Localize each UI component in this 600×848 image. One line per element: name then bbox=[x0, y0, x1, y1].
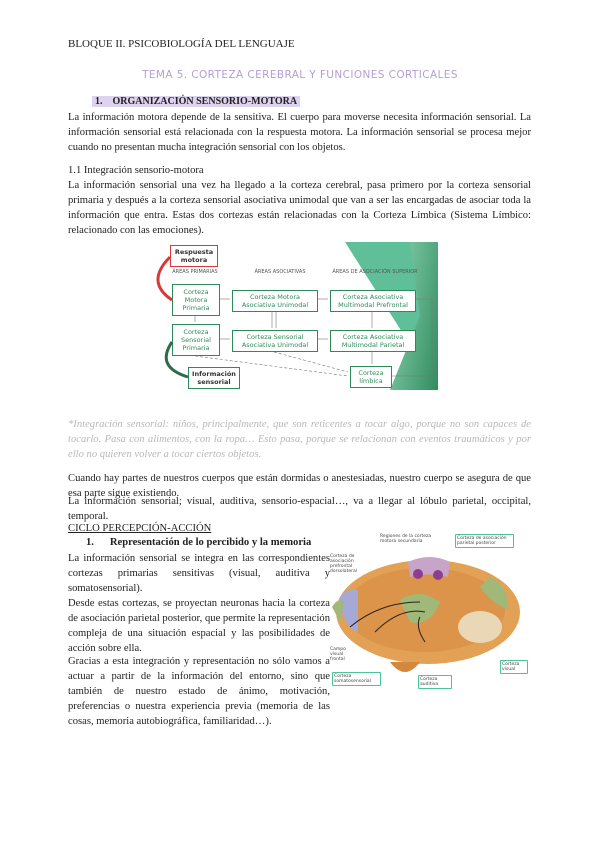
subheading-title: Representación de lo percibido y la memoria bbox=[109, 537, 312, 548]
page-header: BLOQUE II. PSICOBIOLOGÍA DEL LENGUAJE bbox=[68, 38, 295, 50]
section-number: 1. bbox=[95, 96, 103, 107]
column-heading: ÁREAS PRIMARIAS bbox=[172, 269, 218, 275]
ciclo-subheading bbox=[86, 537, 311, 548]
paragraph: La información sensorial una vez ha llegado a la corteza cerebral, pasa primero por la corteza sensorial primaria y después a la corteza sensorial asociativa unimodal que van a ser las encargadas de asociar toda la información que entra. Estas dos cortezas están relacionadas con la Corteza Límbica (Sistema Límbico: relacionado con las emociones). bbox=[68, 180, 531, 236]
paragraph: Cuando hay partes de nuestros cuerpos que están dormidas o anestesiadas, nuestro cuerpo se asegura de que esa parte sigue existiendo. bbox=[68, 473, 531, 499]
column-heading: ÁREAS DE ASOCIACIÓN SUPERIOR bbox=[332, 269, 418, 275]
column-heading: ÁREAS ASOCIATIVAS bbox=[254, 269, 306, 275]
brain-label: Campo visual frontal bbox=[330, 647, 346, 662]
brain-label: Corteza somatosensorial bbox=[332, 672, 381, 686]
brain-label: Corteza de asociación prefrontal dorsolateral bbox=[330, 554, 357, 574]
box-prefrontal: Corteza Asociativa Multimodal Prefrontal bbox=[330, 290, 416, 312]
diagram-arrows bbox=[150, 242, 438, 390]
paragraph: Gracias a esta integración y representación no sólo vamos a actuar a partir de la información del entorno, sino que también de nuestro estado de ánimo, motivación, preferencias o nuestra experiencia previa (memoria de las cosas, memoria autobiográfica, familiaridad…). bbox=[68, 656, 330, 727]
box-sensorial-asociativa: Corteza Sensorial Asociativa Unimodal bbox=[232, 330, 318, 352]
page-title: TEMA 5. CORTEZA CEREBRAL Y FUNCIONES CORTICALES bbox=[142, 69, 458, 81]
subsection-heading: 1.1 Integración sensorio-motora bbox=[68, 165, 204, 176]
brain-figure bbox=[330, 532, 530, 687]
paragraph: La información sensorial; visual, auditiva, sensorio-espacial…, va a llegar al lóbulo parietal, occipital, temporal. bbox=[68, 496, 531, 522]
box-respuesta-motora: Respuesta motora bbox=[170, 245, 218, 267]
brain-label: Corteza auditiva bbox=[418, 675, 452, 689]
box-informacion-sensorial: Información sensorial bbox=[188, 367, 240, 389]
ciclo-heading: CICLO PERCEPCIÓN-ACCIÓN bbox=[68, 523, 212, 534]
box-parietal: Corteza Asociativa Multimodal Parietal bbox=[330, 330, 416, 352]
paragraph: La información motora depende de la sensitiva. El cuerpo para moverse necesita información sensorial. La información sensorial está relacionada con la respuesta motora. La información sensorial se procesa mejor cuando no presentan mucha integración sensorial con los objetos. bbox=[68, 112, 531, 153]
section-heading bbox=[92, 96, 300, 107]
paragraph: Desde estas cortezas, se proyectan neuronas hacia la corteza de asociación parietal posterior, que permite la representación compleja de una situación espacial y las posibilidades de acción sobre ella. bbox=[68, 598, 330, 654]
note-paragraph: *Integración sensorial: niños, principalmente, que son reticentes a tocar algo, porque no son capaces de tocarlo. Pasa con alimentos, con la ropa… Esto pasa, porque se relacionan con eventos traumáticos y por ello no quieren volver a tocar ciertos objetos. bbox=[68, 419, 531, 460]
sensorimotor-diagram bbox=[150, 242, 438, 390]
box-motora-primaria: Corteza Motora Primaria bbox=[172, 284, 220, 316]
paragraph: La información sensorial se integra en las correspondientes cortezas primarias sensitivas (visual, auditiva y somatosensorial). bbox=[68, 553, 330, 594]
section-title: ORGANIZACIÓN SENSORIO-MOTORA bbox=[112, 96, 298, 107]
brain-label: Regiones de la corteza motora secundaria bbox=[380, 534, 432, 544]
brain-label: Corteza visual bbox=[500, 660, 528, 674]
box-motora-asociativa: Corteza Motora Asociativa Unimodal bbox=[232, 290, 318, 312]
brain-label: Corteza de asociación parietal posterior bbox=[455, 534, 514, 548]
box-limbica: Corteza límbica bbox=[350, 366, 392, 388]
subheading-number: 1. bbox=[86, 537, 94, 548]
box-sensorial-primaria: Corteza Sensorial Primaria bbox=[172, 324, 220, 356]
